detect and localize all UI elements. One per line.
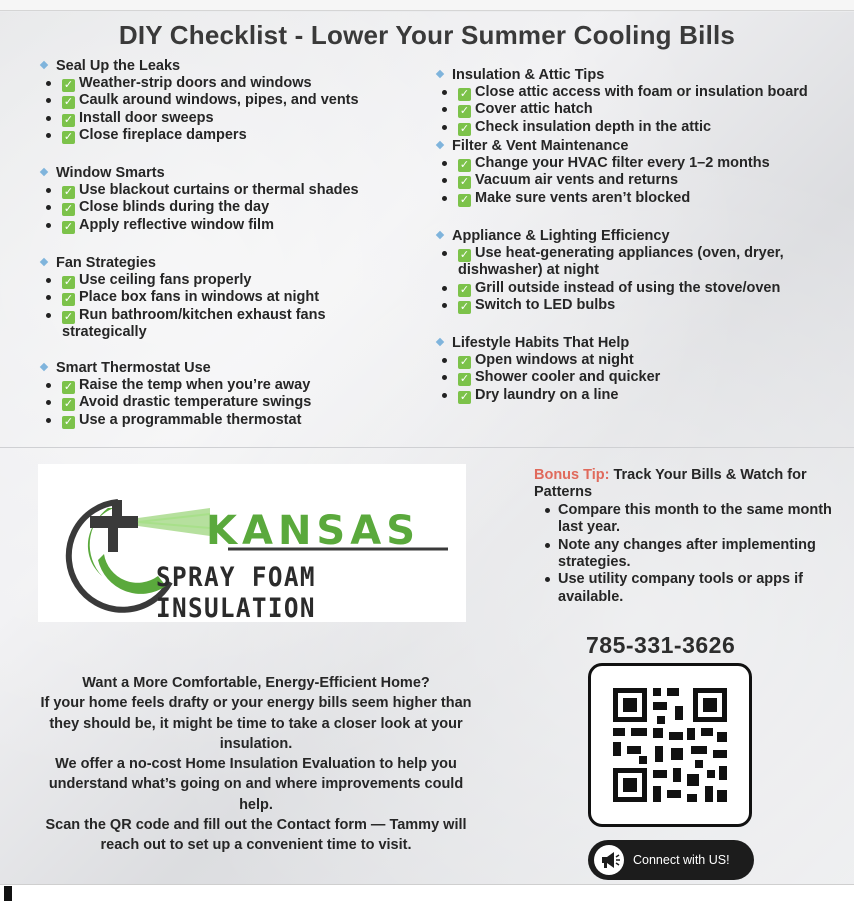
check-box-icon: ✓ (63, 276, 74, 288)
section-window-smarts (38, 165, 438, 234)
qr-code[interactable] (588, 663, 752, 827)
logo-word-kansas: KANSAS (206, 508, 421, 554)
check-box-icon: ✓ (459, 176, 470, 189)
bonus-tip (534, 467, 834, 606)
check-box-icon: ✓ (459, 283, 470, 296)
check-box-icon: ✓ (63, 113, 74, 126)
diamond-bullet-icon (436, 141, 444, 149)
checklist-item: ✓ Weather-strip doors and windows (38, 75, 438, 92)
checklist-item: ✓ Close attic access with foam or insulation board (434, 84, 834, 101)
section-lifestyle-habits (434, 335, 834, 404)
section-appliance-lighting (434, 228, 814, 315)
checklist-item: ✓ Grill outside instead of using the stove/oven (434, 280, 814, 297)
check-box-icon: ✓ (63, 293, 74, 306)
bonus-title: Track Your Bills & Watch for Patterns (534, 467, 807, 501)
logo-word-spray-foam: SPRAY FOAM INSULATION (156, 562, 316, 624)
checklist-item: ✓ Avoid drastic temperature swings (38, 394, 438, 411)
diamond-bullet-icon (40, 363, 48, 371)
promo-heading: Want a More Comfortable, Energy-Efficient Home? (82, 675, 430, 691)
section-fan-strategies (38, 255, 338, 342)
bonus-heading (534, 467, 834, 502)
section-heading: Appliance & Lighting Efficiency (434, 228, 814, 245)
company-logo (38, 464, 466, 622)
checklist-item: ✓ Dry laundry on a line (434, 387, 834, 404)
promo-text (30, 673, 482, 856)
connect-label: Connect with US! (633, 853, 730, 867)
section-heading: Lifestyle Habits That Help (434, 335, 834, 352)
check-box-icon: ✓ (459, 105, 470, 118)
checklist-item: ✓ Close blinds during the day (38, 199, 438, 216)
checklist-item: ✓ Switch to LED bulbs (434, 297, 814, 314)
section-heading: Seal Up the Leaks (38, 58, 438, 75)
promo-paragraph: We offer a no-cost Home Insulation Evaluation to help you understand what’s going on and where improvements could help. (48, 756, 464, 813)
section-divider (0, 447, 854, 448)
viewer-top-bar (0, 0, 854, 11)
checklist-item: ✓ Cover attic hatch (434, 101, 834, 118)
promo-paragraph: If your home feels drafty or your energy bills seem higher than they should be, it might be time to take a closer look at your insulation. (40, 695, 472, 752)
check-box-icon: ✓ (459, 249, 470, 261)
check-box-icon: ✓ (63, 79, 74, 91)
check-box-icon: ✓ (63, 220, 74, 233)
check-box-icon: ✓ (63, 186, 74, 198)
checklist-item: ✓ Make sure vents aren’t blocked (434, 190, 834, 207)
checklist-item: ✓ Apply reflective window film (38, 217, 438, 234)
checklist-item: ✓ Use heat-generating appliances (oven, dryer, dishwasher) at night (434, 245, 814, 280)
check-box-icon: ✓ (459, 356, 470, 368)
diamond-bullet-icon (436, 70, 444, 78)
section-insulation-attic (434, 67, 834, 136)
section-heading: Filter & Vent Maintenance (434, 138, 834, 155)
bonus-item: Use utility company tools or apps if available. (534, 571, 834, 606)
bonus-item: Note any changes after implementing strategies. (534, 537, 834, 572)
check-box-icon: ✓ (459, 122, 470, 135)
diamond-bullet-icon (436, 338, 444, 346)
checklist-item: ✓ Run bathroom/kitchen exhaust fans strategically (38, 307, 338, 342)
bonus-item: Compare this month to the same month last year. (534, 502, 834, 537)
checklist-item: ✓ Open windows at night (434, 352, 834, 369)
check-box-icon: ✓ (459, 193, 470, 206)
section-heading: Smart Thermostat Use (38, 360, 438, 377)
promo-paragraph: Scan the QR code and fill out the Contact form — Tammy will reach out to set up a convenient time to visit. (45, 817, 467, 854)
check-box-icon: ✓ (459, 373, 470, 386)
checklist-item: ✓ Check insulation depth in the attic (434, 119, 834, 136)
connect-button[interactable] (588, 840, 754, 880)
check-box-icon: ✓ (63, 310, 74, 323)
page-title: DIY Checklist - Lower Your Summer Cooling Bills (118, 20, 736, 50)
check-box-icon: ✓ (63, 203, 74, 216)
checklist-item: ✓ Close fireplace dampers (38, 127, 438, 144)
diamond-bullet-icon (40, 258, 48, 266)
phone-number[interactable]: 785-331-3626 (586, 632, 736, 658)
bonus-label: Bonus Tip: (534, 467, 610, 483)
checklist-item: ✓ Raise the temp when you’re away (38, 377, 438, 394)
checklist-item: ✓ Install door sweeps (38, 110, 438, 127)
section-heading: Window Smarts (38, 165, 438, 182)
check-box-icon: ✓ (63, 381, 74, 393)
diamond-bullet-icon (436, 231, 444, 239)
check-box-icon: ✓ (459, 88, 470, 100)
qr-code-icon (591, 666, 749, 824)
diamond-bullet-icon (40, 61, 48, 69)
checklist-item: ✓ Use blackout curtains or thermal shades (38, 182, 438, 199)
check-box-icon: ✓ (63, 96, 74, 109)
checklist-item: ✓ Shower cooler and quicker (434, 369, 834, 386)
check-box-icon: ✓ (63, 131, 74, 144)
section-seal-leaks (38, 58, 438, 145)
diamond-bullet-icon (40, 168, 48, 176)
flyer (0, 12, 854, 884)
check-box-icon: ✓ (63, 415, 74, 428)
checklist-item: ✓ Vacuum air vents and returns (434, 172, 834, 189)
check-box-icon: ✓ (63, 398, 74, 411)
check-box-icon: ✓ (459, 301, 470, 314)
section-heading: Insulation & Attic Tips (434, 67, 834, 84)
section-heading: Fan Strategies (38, 255, 338, 272)
viewer-bottom-bar (0, 884, 854, 902)
checklist-item: ✓ Use a programmable thermostat (38, 412, 438, 429)
checklist-item: ✓ Change your HVAC filter every 1–2 months (434, 155, 834, 172)
checklist-item: ✓ Caulk around windows, pipes, and vents (38, 92, 438, 109)
section-smart-thermostat (38, 360, 438, 429)
section-filter-vent (434, 138, 834, 207)
checklist-item: ✓ Place box fans in windows at night (38, 289, 338, 306)
megaphone-icon (594, 845, 624, 875)
checklist-item: ✓ Use ceiling fans properly (38, 272, 338, 289)
check-box-icon: ✓ (459, 159, 470, 171)
viewer-marker (4, 886, 12, 901)
check-box-icon: ✓ (459, 390, 470, 403)
